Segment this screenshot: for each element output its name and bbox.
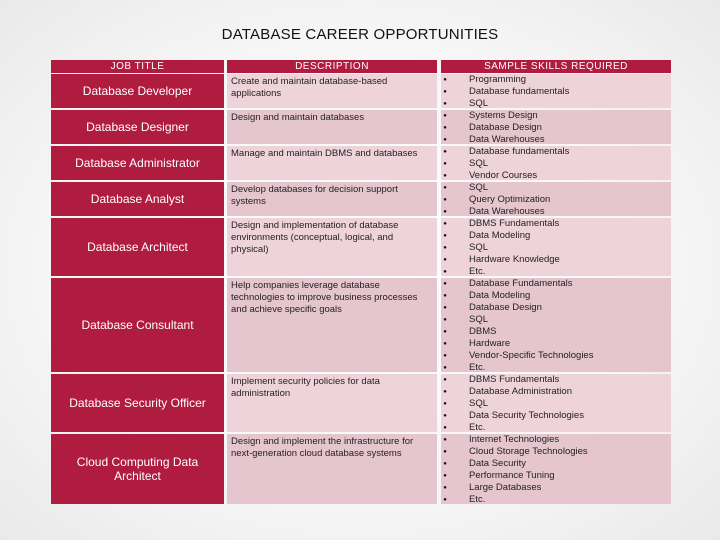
skill-item: Vendor-Specific Technologies (469, 350, 594, 361)
skill-item: Database Design (469, 122, 542, 133)
job-title-cell: Database Administrator (51, 146, 224, 180)
skill-item: Data Modeling (469, 290, 531, 301)
bullet-icon: ● (443, 473, 447, 479)
skill-item: Database Fundamentals (469, 278, 573, 289)
skill-item: Hardware (469, 338, 511, 349)
bullet-icon: ● (443, 329, 447, 335)
bullet-icon: ● (443, 185, 447, 191)
skill-item: DBMS (469, 326, 497, 337)
header-description: DESCRIPTION (227, 60, 437, 73)
bullet-icon: ● (443, 449, 447, 455)
skill-item: SQL (469, 182, 489, 193)
description-cell: Help companies leverage database technologies to improve business processes and achieve specific goals (227, 278, 437, 372)
bullet-icon: ● (443, 389, 447, 395)
skill-item: Data Warehouses (469, 206, 545, 217)
bullet-icon: ● (443, 401, 447, 407)
description-cell: Design and implement the infrastructure for next-generation cloud database systems (227, 434, 437, 504)
bullet-icon: ● (443, 233, 447, 239)
bullet-icon: ● (443, 377, 447, 383)
description-cell: Design and implementation of database environments (conceptual, logical, and physical) (227, 218, 437, 276)
skill-item: SQL (469, 314, 489, 325)
skill-item: Database Administration (469, 386, 572, 397)
skill-item: Systems Design (469, 110, 538, 121)
skill-item: Cloud Storage Technologies (469, 446, 588, 457)
skill-item: Etc. (469, 266, 486, 277)
bullet-icon: ● (443, 497, 447, 503)
skill-item: Etc. (469, 422, 486, 433)
bullet-icon: ● (443, 317, 447, 323)
skill-item: Vendor Courses (469, 170, 538, 181)
skill-item: DBMS Fundamentals (469, 374, 560, 385)
bullet-icon: ● (443, 485, 447, 491)
bullet-icon: ● (443, 425, 447, 431)
bullet-icon: ● (443, 209, 447, 215)
skill-item: SQL (469, 98, 489, 109)
skill-item: Etc. (469, 362, 486, 373)
description-cell: Design and maintain databases (227, 110, 437, 144)
bullet-icon: ● (443, 281, 447, 287)
bullet-icon: ● (443, 269, 447, 275)
skill-item: SQL (469, 242, 489, 253)
skill-item: Programming (469, 74, 527, 85)
job-title-cell: Database Analyst (51, 182, 224, 216)
description-cell: Implement security policies for data administration (227, 374, 437, 432)
bullet-icon: ● (443, 365, 447, 371)
skill-item: Data Security (469, 458, 527, 469)
page-title: DATABASE CAREER OPPORTUNITIES (221, 26, 499, 43)
bullet-icon: ● (443, 461, 447, 467)
bullet-icon: ● (443, 137, 447, 143)
job-title-cell: Cloud Computing Data Architect (51, 434, 224, 504)
bullet-icon: ● (443, 245, 447, 251)
description-cell: Develop databases for decision support systems (227, 182, 437, 216)
job-title-cell: Database Consultant (51, 278, 224, 372)
bullet-icon: ● (443, 413, 447, 419)
skill-item: Data Modeling (469, 230, 531, 241)
header-job-title: JOB TITLE (51, 60, 224, 73)
skill-item: Internet Technologies (469, 434, 560, 445)
bullet-icon: ● (443, 437, 447, 443)
skill-item: Query Optimization (469, 194, 551, 205)
skill-item: SQL (469, 398, 489, 409)
bullet-icon: ● (443, 77, 447, 83)
header-skills: SAMPLE SKILLS REQUIRED (441, 60, 671, 73)
bullet-icon: ● (443, 101, 447, 107)
bullet-icon: ● (443, 113, 447, 119)
job-title-cell: Database Developer (51, 74, 224, 108)
bullet-icon: ● (443, 293, 447, 299)
bullet-icon: ● (443, 89, 447, 95)
skill-item: Database Design (469, 302, 542, 313)
job-title-cell: Database Security Officer (51, 374, 224, 432)
bullet-icon: ● (443, 353, 447, 359)
bullet-icon: ● (443, 149, 447, 155)
skill-item: Performance Tuning (469, 470, 555, 481)
skill-item: Large Databases (469, 482, 542, 493)
bullet-icon: ● (443, 173, 447, 179)
job-title-cell: Database Designer (51, 110, 224, 144)
skill-item: Hardware Knowledge (469, 254, 560, 265)
skill-item: Etc. (469, 494, 486, 505)
bullet-icon: ● (443, 305, 447, 311)
bullet-icon: ● (443, 257, 447, 263)
description-cell: Create and maintain database-based applications (227, 74, 437, 108)
skill-item: DBMS Fundamentals (469, 218, 560, 229)
skill-item: Database fundamentals (469, 86, 570, 97)
bullet-icon: ● (443, 161, 447, 167)
bullet-icon: ● (443, 341, 447, 347)
bullet-icon: ● (443, 221, 447, 227)
skill-item: Data Warehouses (469, 134, 545, 145)
skill-item: SQL (469, 158, 489, 169)
skill-item: Database fundamentals (469, 146, 570, 157)
bullet-icon: ● (443, 125, 447, 131)
skill-item: Data Security Technologies (469, 410, 584, 421)
job-title-cell: Database Architect (51, 218, 224, 276)
bullet-icon: ● (443, 197, 447, 203)
description-cell: Manage and maintain DBMS and databases (227, 146, 437, 180)
